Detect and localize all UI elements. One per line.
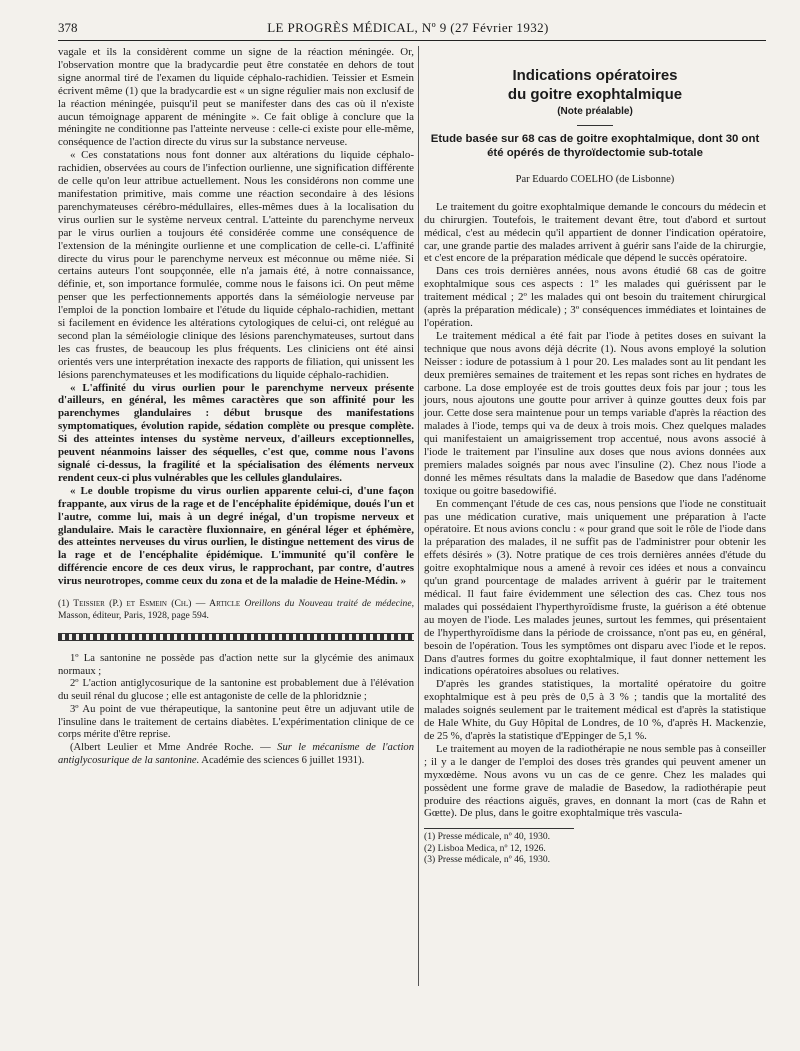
footnote-title: Oreillons du Nouveau traité de médecine, (244, 598, 414, 610)
left-paragraph-1: vagale et ils la considèrent comme un signe de la réaction méningée. Or, l'observation montre que la bradycardie peut être constatée en dehors de tout signe anormal tiré de l'examen du liquide céphalo-rachidien. Teissier et Esmein écrivent même (1) que la bradycardie est « un signe régulier mais non exclusif de la réaction méningée, puisqu'il peut se manifester dans des cas où il n'existe aucun témoignage apparent de méningite ». Ce fait oblige à conclure que la méningite ne conditionne pas l'atteinte nerveuse : celle-ci existe pour elle-même, conséquence de l'action directe du virus sur la substance nerveuse. (58, 46, 414, 149)
footnote-authors: (1) Teissier (P.) et Esmein (Ch.) — Article (58, 598, 241, 610)
left-footnote (58, 596, 414, 621)
santonine-section (58, 653, 414, 767)
ornamental-separator (58, 633, 414, 641)
santonine-point-2: 2º L'action antiglycosurique de la santonine est probablement due à l'élévation du seuil rénal du glucose ; elle est antagoniste de celle de la phloridznie ; (58, 678, 414, 703)
santonine-point-3: 3º Au point de vue thérapeutique, la santonine peut être un adjuvant utile de l'insuline dans le traitement de certains diabètes. L'expérimentation clinique de ce corps mérite d'être reprise. (58, 703, 414, 741)
left-column (58, 46, 414, 767)
article-subtitle: Etude basée sur 68 cas de goitre exophtalmique, dont 30 ont été opérés de thyroïdectomie sub-totale (430, 132, 760, 159)
right-paragraph-4: En commençant l'étude de ces cas, nous pensions que l'iode ne constituait pas une médication curative, mais uniquement une préparation à l'acte opératoire. Et nous avions conclu : « pour grand que soit le rôle de l'iode dans la préparation des malades, il ne suffit pas de l'administrer pour obtenir les effets désirés » (3). Notre pratique de ces trois dernières années d'étude du goitre exophtalmique nous a amené à revoir ces idées et nous a convaincu qu'un grand pourcentage de malades arrivent à guérir par le traitement médical. Il faut faire évidemment une sélection des cas. Chez tous nos malades qui possédaient l'hyperthyroïdisme fruste, la guérison a été obtenue au moyen de l'iode. Les malades jeunes, surtout les femmes, qui présentaient de l'hyperthyroïdisme dans la période de croissance, n'ont pas eu, en général, besoin de l'opération. Tous les symptômes ont disparu avec l'iode et le repos. Dans d'autres formes du goitre exophtalmique, il faut donner nettement les indications opératoires absolues ou relatives. (424, 497, 766, 678)
running-header (58, 20, 758, 40)
santonine-point-1: 1º La santonine ne possède pas d'action nette sur la glycémie des animaux normaux ; (58, 653, 414, 677)
right-paragraph-3: Le traitement médical a été fait par l'iode à petites doses en suivant la technique que nous avons déjà décrite (1). Nous avons employé la solution Neisser : iodure de potassium à 1 pour 20. Les malades sont au lit pendant les deux premières semaines de traitement et les repas sont riches en hydrates de carbone. La dose employée est de trois gouttes deux fois par jour ; tous les jours, nous ajoutons une goutte pour arriver à quinze gouttes deux fois par jour. Cette dose sera maintenue pour un temps variable d'après la réaction des malades à l'iode, temps qui va de deux à trois mois. Chez quelques malades qui manifestaient un amaigrissement trop accentué, nous avons associé à l'iode le traitement par l'insuline aux doses que nous avions données aux premiers malades soignés par nous avec l'insuline (2). Chez nous l'iode a donné les mêmes résultats dans la maladie de Basedow que dans l'adénome toxique ou goitre basedowifié. (424, 329, 766, 497)
left-paragraph-2: « Ces constatations nous font donner aux altérations du liquide céphalo-rachidien, observées au cours de l'infection ourlienne, une signification différente de celle qu'on leur attribue actuellement. Nous les considérons non comme une manifestation primitive, mais comme une réaction secondaire à des lésions parenchymateuses cérébro-médullaires, elles-mêmes dues à la localisation du virus ourlien sur le système nerveux central. L'atteinte du parenchyme nerveux par le virus ourlien a toujours été considérée comme une conséquence de l'extension de la méningite ourlienne et une complication de celle-ci. L'affinité directe du virus pour le parenchyme nerveux est méconnue ou même niée. Si certains auteurs l'ont soupçonnée, elle n'a jamais été, à notre connaissance, définie, et, son importance formulée, comme nous le faisons ici. On peut même penser que les perfectionnements apportés dans la séméiologie nerveuse par l'emploi de la ponction lombaire et l'étude du liquide céphalo-rachidien, mettant si facilement en évidence les altérations cytologiques de celui-ci, ont relégué au second plan la séméiologie clinique des lésions parenchymateuses, surtout dans les cas frustes, de beaucoup les plus fréquents. Les cliniciens ont été ainsi orientés vers une interprétation inexacte des rapports de filiation, qui unissent les lésions parenchymateuses et les modifications du liquide céphalo-rachidien. (58, 149, 414, 381)
left-paragraph-4: « Le double tropisme du virus ourlien apparente celui-ci, d'une façon frappante, aux virus de la rage et de l'encéphalite épidémique, doués l'un et l'autre, comme lui, mais à un degré inégal, d'un tropisme nerveux et glandulaire. Mais le caractère fluxionnaire, en général léger et éphémère, des atteintes nerveuses du virus ourlien, le distingue nettement des virus de la rage et de l'encéphalite épidémique. L'immunité qu'il confère le différencie encore de ces deux virus, le rapprochant, par contre, d'autres virus neurotropes, comme ceux du zona et de la maladie de Heine-Médin. » (58, 484, 414, 588)
article-author: Par Eduardo COELHO (de Lisbonne) (515, 173, 675, 185)
header-rule (58, 40, 766, 41)
title-rule (577, 125, 613, 126)
right-column (424, 66, 766, 865)
right-paragraph-6: Le traitement au moyen de la radiothérapie ne nous semble pas à conseiller ; il y a le danger de l'emploi des doses très grandes qui peuvent amener un myxœdème. Nous avons vu un cas de ce genre. Chez les malades qui possèdent une forme grave de maladie de Basedow, la radiothérapie peut produire des réactions aiguës, graves, en donnant la mort (cas de Rahn et Gœtte). De plus, dans le goitre exophtalmique très vascula- (424, 742, 766, 820)
right-footnote-2: (2) Lisboa Medica, nº 12, 1926. (424, 842, 546, 854)
footnote-rest: Masson, éditeur, Paris, 1928, page 594. (58, 609, 209, 621)
santonine-reference (58, 742, 414, 767)
article-title-line-1: Indications opératoires (512, 67, 678, 84)
right-footnote-1: (1) Presse médicale, nº 40, 1930. (424, 831, 551, 843)
right-paragraph-5: D'après les grandes statistiques, la mortalité opératoire du goitre exophtalmique est à peu près de 0,5 à 3 % ; tandis que la mortalité des malades soignés seulement par le traitement médical est d'après la statistique de Hale White, du Guy Hôpital de Londres, de 10 %, d'après H. Mackenzie, de 25 %, d'après la statistique d'Eppinger de 5,1 %. (424, 678, 766, 742)
article-note: (Note préalable) (557, 106, 633, 117)
column-divider (418, 46, 419, 986)
article-title (424, 66, 766, 104)
page-number: 378 (58, 20, 78, 35)
right-footnote-3: (3) Presse médicale, nº 46, 1930. (424, 853, 551, 865)
right-footnotes (424, 828, 574, 865)
santonine-ref-title: Sur le mécanisme de l'action antiglycosurique de la santonine. (58, 741, 414, 766)
right-paragraph-2: Dans ces trois dernières années, nous avons étudié 68 cas de goitre exophtalmique sous ces aspects : 1º les malades qui guérissent par le traitement médical ; 2º les malades qui ont besoin du traitement chirurgical (après la préparation médicale) ; 3º conséquences immédiates et lointaines de l'opération. (424, 265, 766, 329)
right-paragraph-1: Le traitement du goitre exophtalmique demande le concours du médecin et du chirurgien. Toutefois, le traitement devant être, tout d'abord et surtout médical, c'est au médecin qu'il appartient de donner l'indication opératoire, car, une grande partie des malades arrivent à guérir sans l'aide de la chirurgie, et c'est encore de la préparation médicale que dépend le succès opératoire. (424, 200, 766, 265)
running-title: LE PROGRÈS MÉDICAL, Nº 9 (27 Février 1932) (267, 20, 549, 35)
article-title-line-2: du goitre exophtalmique (507, 86, 683, 103)
left-paragraph-3: « L'affinité du virus ourlien pour le parenchyme nerveux présente d'ailleurs, en général, les mêmes caractères que son affinité pour les parenchymes glandulaires : début brusque des manifestations symptomatiques, évolution rapide, sédation complète ou presque complète. Si des atteintes intenses du système nerveux, d'ailleurs exceptionnelles, peuvent néanmoins laisser des séquelles, c'est que, comme nous l'avons signalé ci-dessus, la fragilité et la spécialisation des éléments nerveux rendent ceux-ci plus vulnérables que les cellules glandulaires. (58, 381, 414, 484)
santonine-ref-rest: Académie des sciences 6 juillet 1931). (199, 754, 365, 766)
santonine-ref-authors: (Albert Leulier et Mme Andrée Roche. — (70, 741, 278, 753)
